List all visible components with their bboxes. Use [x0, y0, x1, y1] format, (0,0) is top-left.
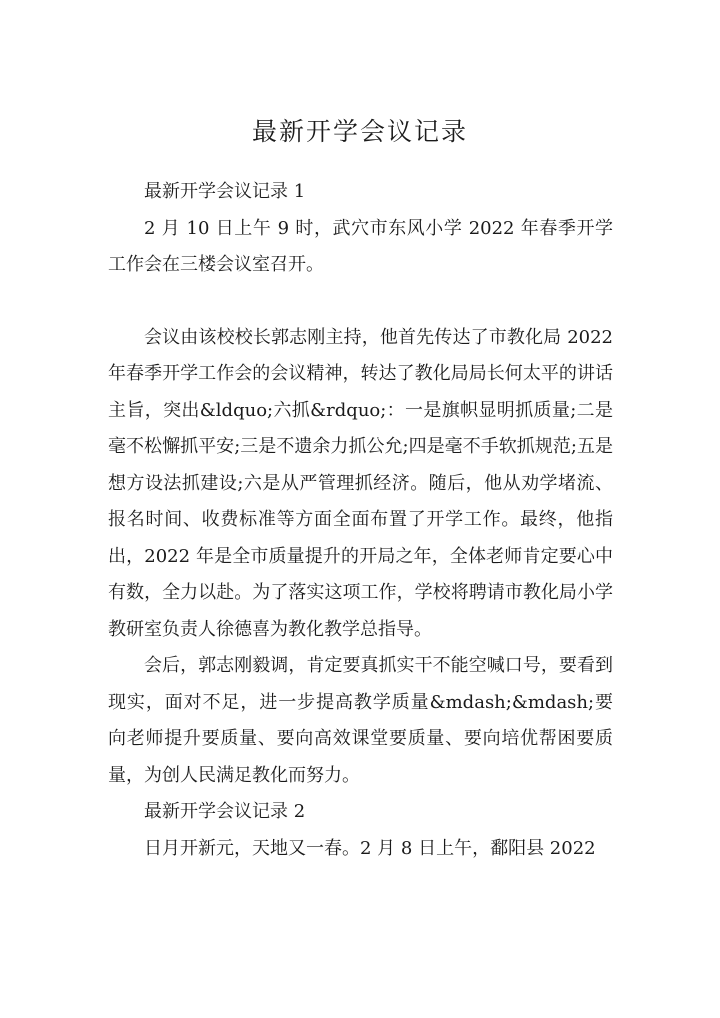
paragraph: 日月开新元，天地又一春。2 月 8 日上午，鄱阳县 2022	[144, 837, 596, 859]
paragraph: 会后，郭志刚毅调，肯定要真抓实干不能空喊口号，要看到现实，面对不足，进一步提高教学质量&mdash;&mdash;要向老师提升要质量、要向高效课堂要质量、要向培优帮困要质量，为创人民满足教化而努力。	[108, 655, 613, 786]
paragraph: 会议由该校校长郭志刚主持，他首先传达了市教化局 2022 年春季开学工作会的会议精神，转达了教化局局长何太平的讲话主旨，突出&ldquo;六抓&rdquo;：一是旗帜显明抓质量;二是毫不松懈抓平安;三是不遗余力抓公允;四是毫不手软抓规范;五是想方设法抓建设;六是从严管理抓经济。随后，他从劝学堵流、报名时间、收费标准等方面全面布置了开学工作。最终，他指出，2022 年是全市质量提升的开局之年，全体老师肯定要心中有数，全力以赴。为了落实这项工作，学校将聘请市教化局小学教研室负责人徐德喜为教化教学总指导。	[108, 326, 613, 640]
document-title: 最新开学会议记录	[251, 117, 468, 146]
paragraph-gap	[108, 284, 613, 320]
document-body	[108, 174, 613, 867]
paragraph: 2 月 10 日上午 9 时，武穴市东风小学 2022 年春季开学工作会在三楼会议室召开。	[108, 217, 613, 275]
section-heading-2: 最新开学会议记录 2	[144, 801, 306, 822]
section-heading-1: 最新开学会议记录 1	[144, 181, 306, 202]
